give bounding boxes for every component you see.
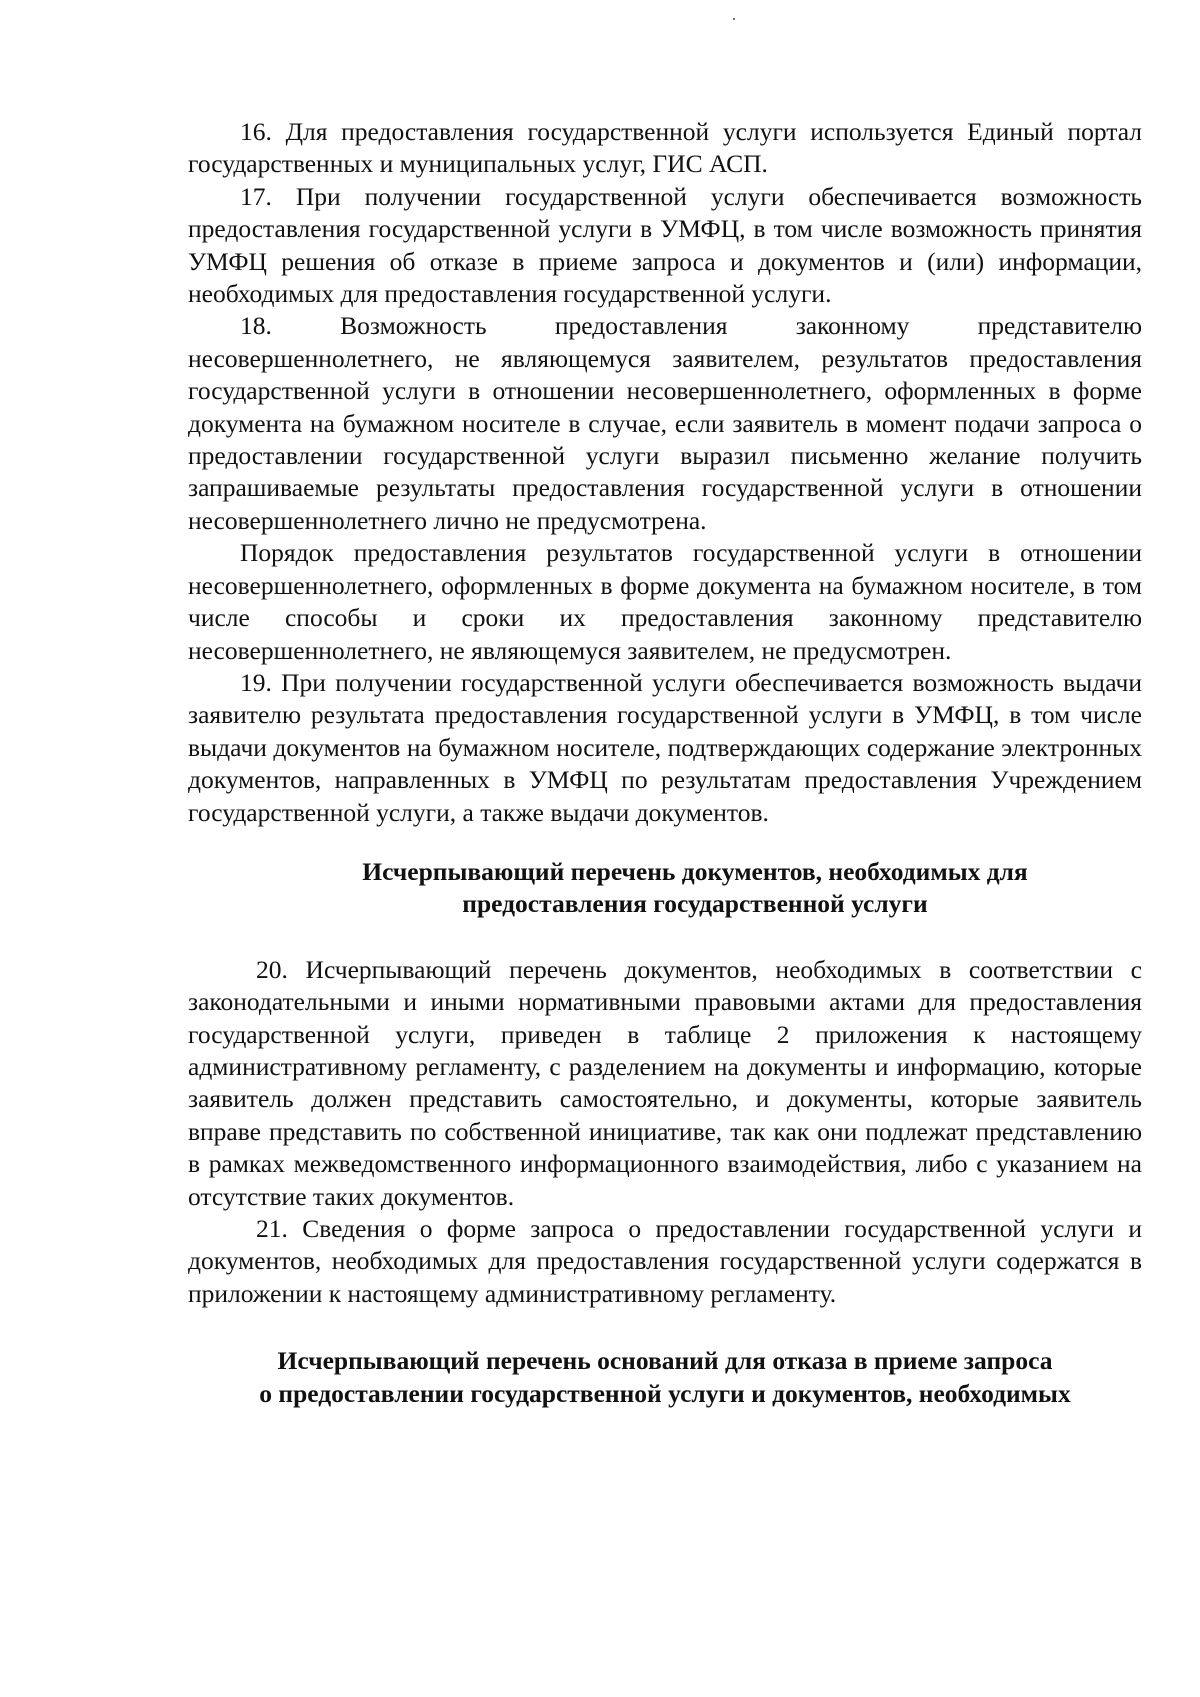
paragraph-16: 16. Для предоставления государственной услуги используется Единый портал государственных и муниципальных услуг, ГИС АСП. <box>188 117 1142 179</box>
paragraph-21: 21. Сведения о форме запроса о предоставлении государственной услуги и документов, необходимых для предоставления государственной услуги содержатся в приложении к настоящему административному регламенту. <box>188 1214 1142 1308</box>
paragraph-19: 19. При получении государственной услуги обеспечивается возможность выдачи заявителю результата предоставления государственной услуги в УМФЦ, в том числе выдачи документов на бумажном носителе, подтверждающих содержание электронных документов, направленных в УМФЦ по результатам предоставления Учреждением государственной услуги, а также выдачи документов. <box>188 667 1142 827</box>
section-heading-documents <box>188 856 1142 921</box>
paragraph-18-procedure: Порядок предоставления результатов государственной услуги в отношении несовершеннолетнего, оформленных в форме документа на бумажном носителе, в том числе способы и сроки их предоставления законному представителю несовершеннолетнего, не являющемуся заявителем, не предусмотрен. <box>188 538 1142 665</box>
document-body <box>188 116 1142 1410</box>
section-heading-documents-line1: Исчерпывающий перечень документов, необходимых для <box>362 856 1028 886</box>
paragraph-18: 18. Возможность предоставления законному представителю несовершеннолетнего, не являющемуся заявителем, результатов предоставления государственной услуги в отношении несовершеннолетнего, оформленных в форме документа на бумажном носителе в случае, если заявитель в момент подачи запроса о предоставлении государственной услуги выразил письменно желание получить запрашиваемые результаты предоставления государственной услуги в отношении несовершеннолетнего лично не предусмотрена. <box>188 311 1142 535</box>
section-heading-documents-line2: предоставления государственной услуги <box>462 889 928 919</box>
section-heading-refusal-line1: Исчерпывающий перечень оснований для отказа в приеме запроса <box>277 1346 1053 1376</box>
section-heading-refusal <box>188 1345 1142 1410</box>
scan-artifact-dot <box>733 18 735 20</box>
section-heading-refusal-line2: о предоставлении государственной услуги и документов, необходимых <box>259 1378 1071 1408</box>
paragraph-17: 17. При получении государственной услуги обеспечивается возможность предоставления государственной услуги в УМФЦ, в том числе возможность принятия УМФЦ решения об отказе в приеме запроса и документов и (или) информации, необходимых для предоставления государственной услуги. <box>188 181 1142 309</box>
paragraph-20: 20. Исчерпывающий перечень документов, необходимых в соответствии с законодательными и иными нормативными правовыми актами для предоставления государственной услуги, приведен в таблице 2 приложения к настоящему административному регламенту, с разделением на документы и информацию, которые заявитель должен представить самостоятельно, и документы, которые заявитель вправе представить по собственной инициативе, так как они подлежат представлению в рамках межведомственного информационного взаимодействия, либо с указанием на отсутствие таких документов. <box>188 954 1142 1211</box>
